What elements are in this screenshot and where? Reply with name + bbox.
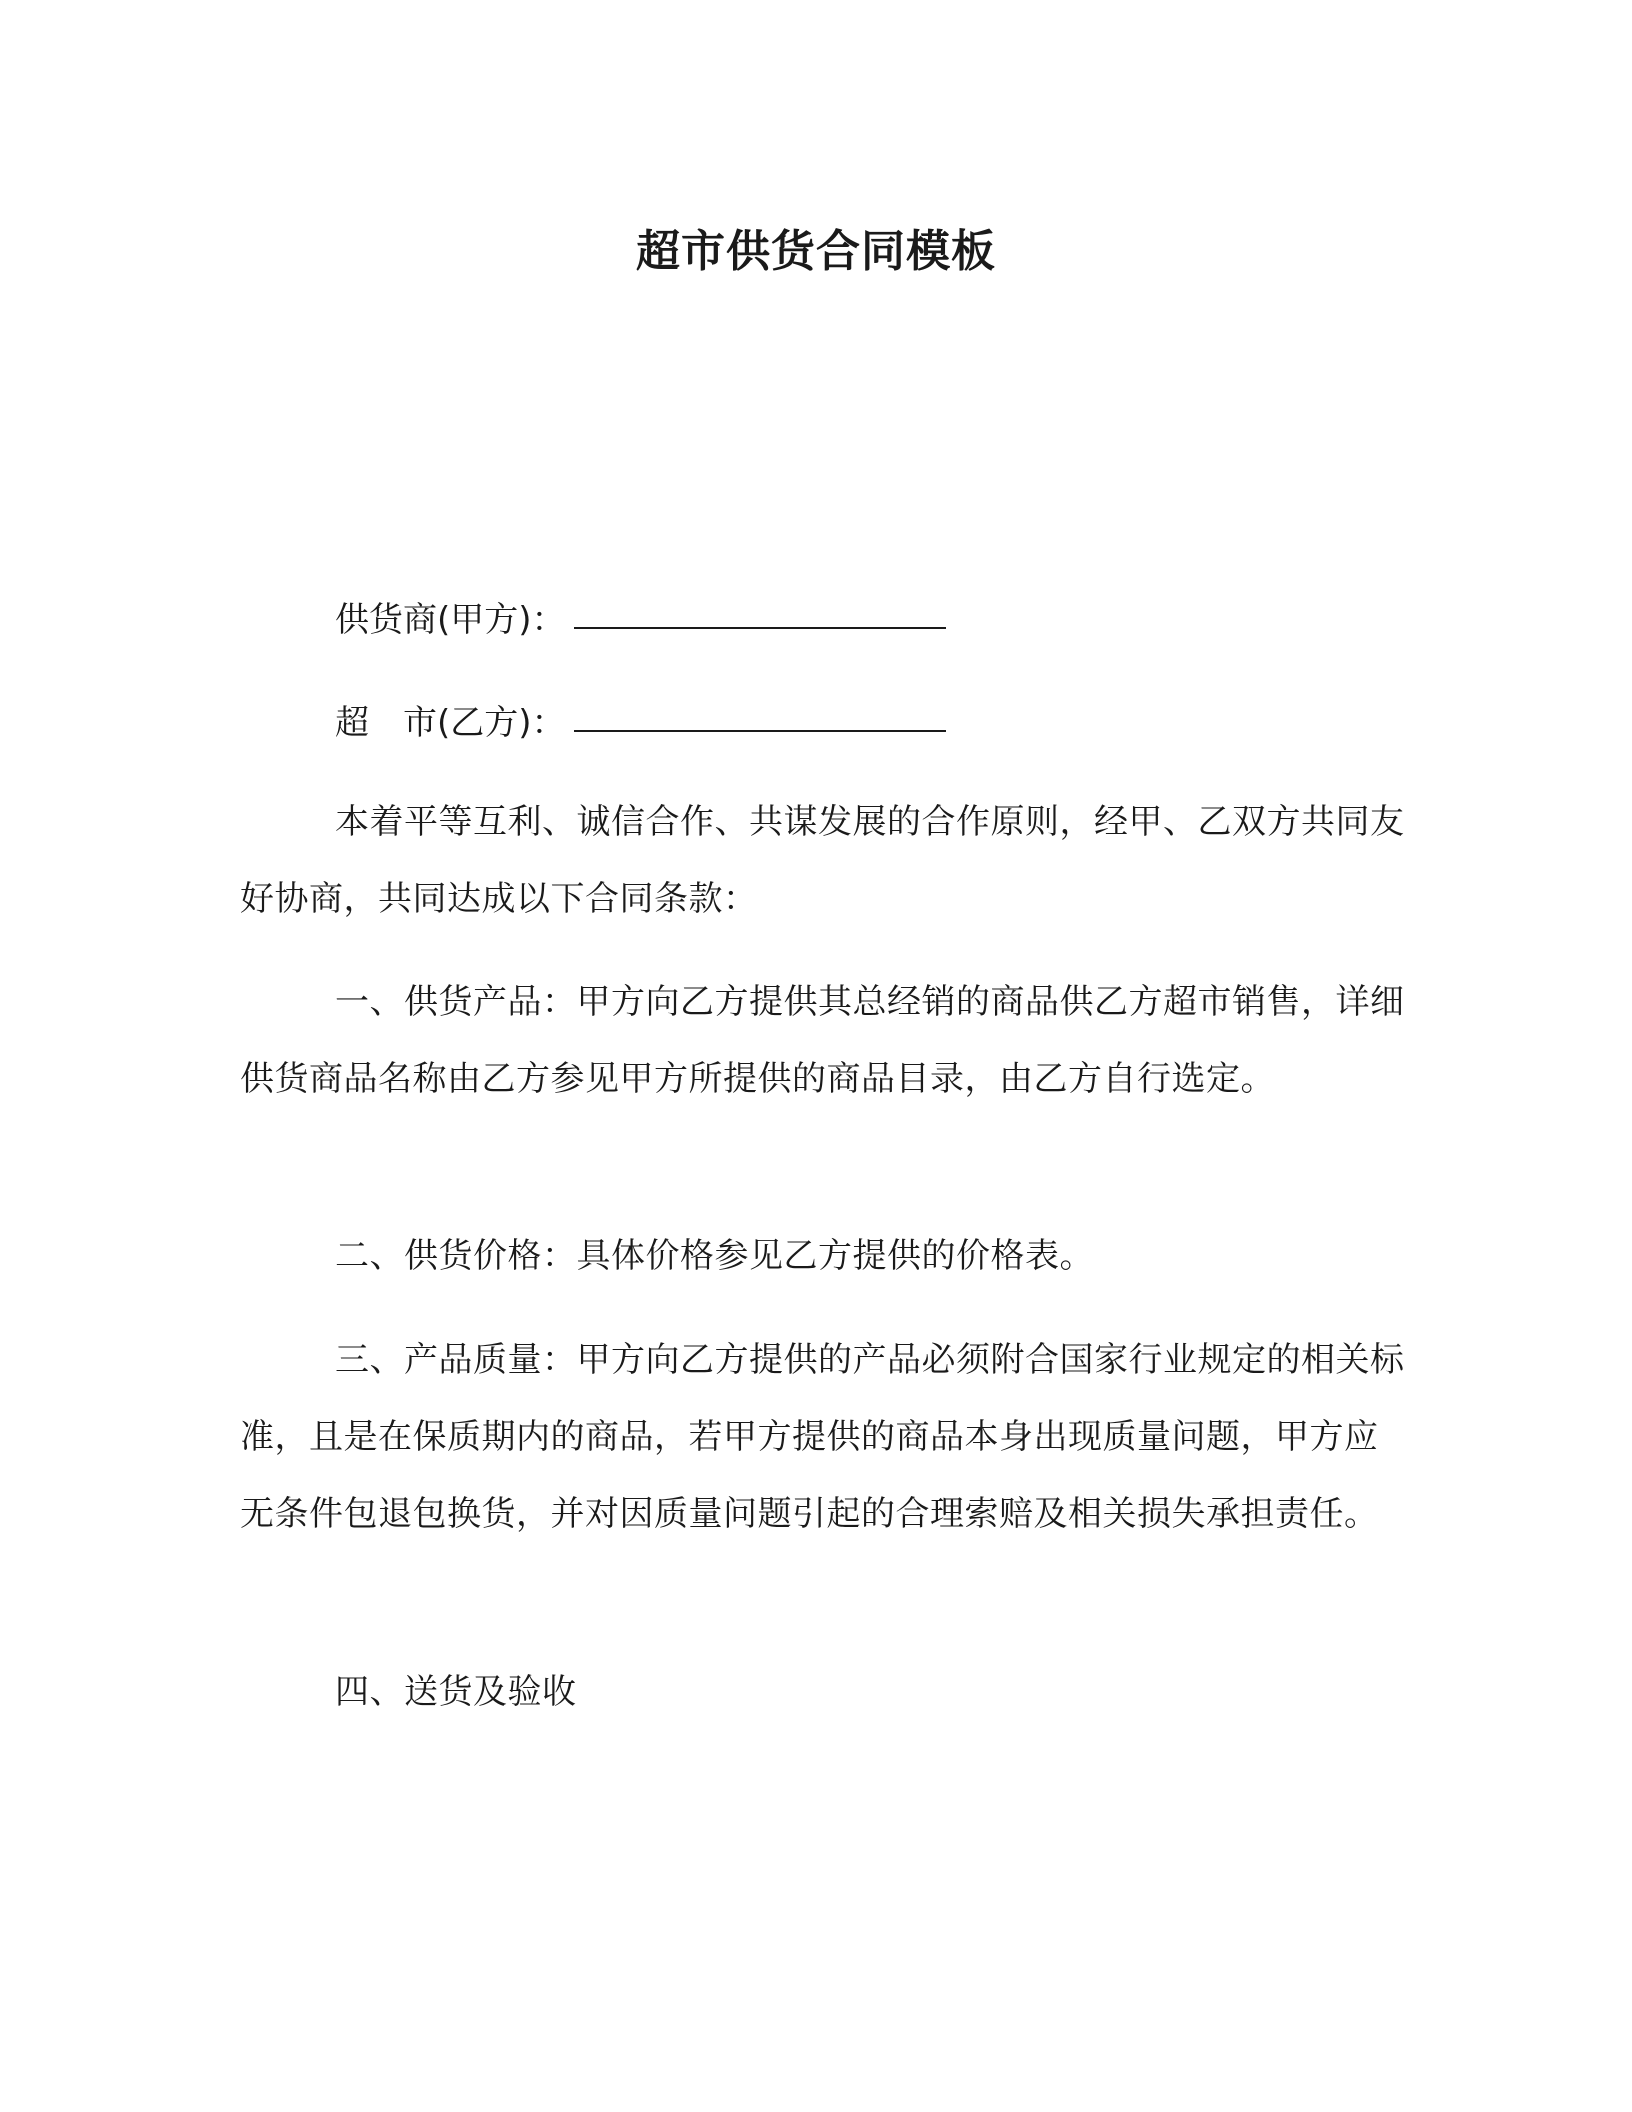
clause-2-paragraph: 二、供货价格：具体价格参见乙方提供的价格表。 xyxy=(335,1236,1094,1276)
document-title: 超市供货合同模板 xyxy=(636,226,996,277)
party-b-label: 超 市(乙方)： xyxy=(335,703,566,743)
clause-1-paragraph: 一、供货产品：甲方向乙方提供其总经销的商品供乙方超市销售，详细供货商品名称由乙方参见甲方所提供的商品目录，由乙方自行选定。 xyxy=(240,982,1405,1099)
party-b-line xyxy=(335,693,946,753)
clause-4-block xyxy=(240,1654,1410,1731)
preamble-paragraph: 本着平等互利、诚信合作、共谋发展的合作原则，经甲、乙双方共同友好协商，共同达成以下合同条款： xyxy=(240,802,1405,919)
party-a-label: 供货商(甲方)： xyxy=(335,600,566,640)
clause-4-heading: 四、送货及验收 xyxy=(335,1672,577,1712)
preamble-block xyxy=(240,784,1410,938)
party-a-line xyxy=(335,590,946,650)
party-b-blank xyxy=(574,730,946,732)
clause-3-block xyxy=(240,1322,1410,1553)
party-a-blank xyxy=(574,627,946,629)
clause-3-paragraph: 三、产品质量：甲方向乙方提供的产品必须附合国家行业规定的相关标准，且是在保质期内的商品，若甲方提供的商品本身出现质量问题，甲方应无条件包退包换货，并对因质量问题引起的合理索赔及相关损失承担责任。 xyxy=(240,1340,1405,1534)
clause-2-block xyxy=(240,1218,1410,1295)
clause-1-block xyxy=(240,964,1410,1118)
